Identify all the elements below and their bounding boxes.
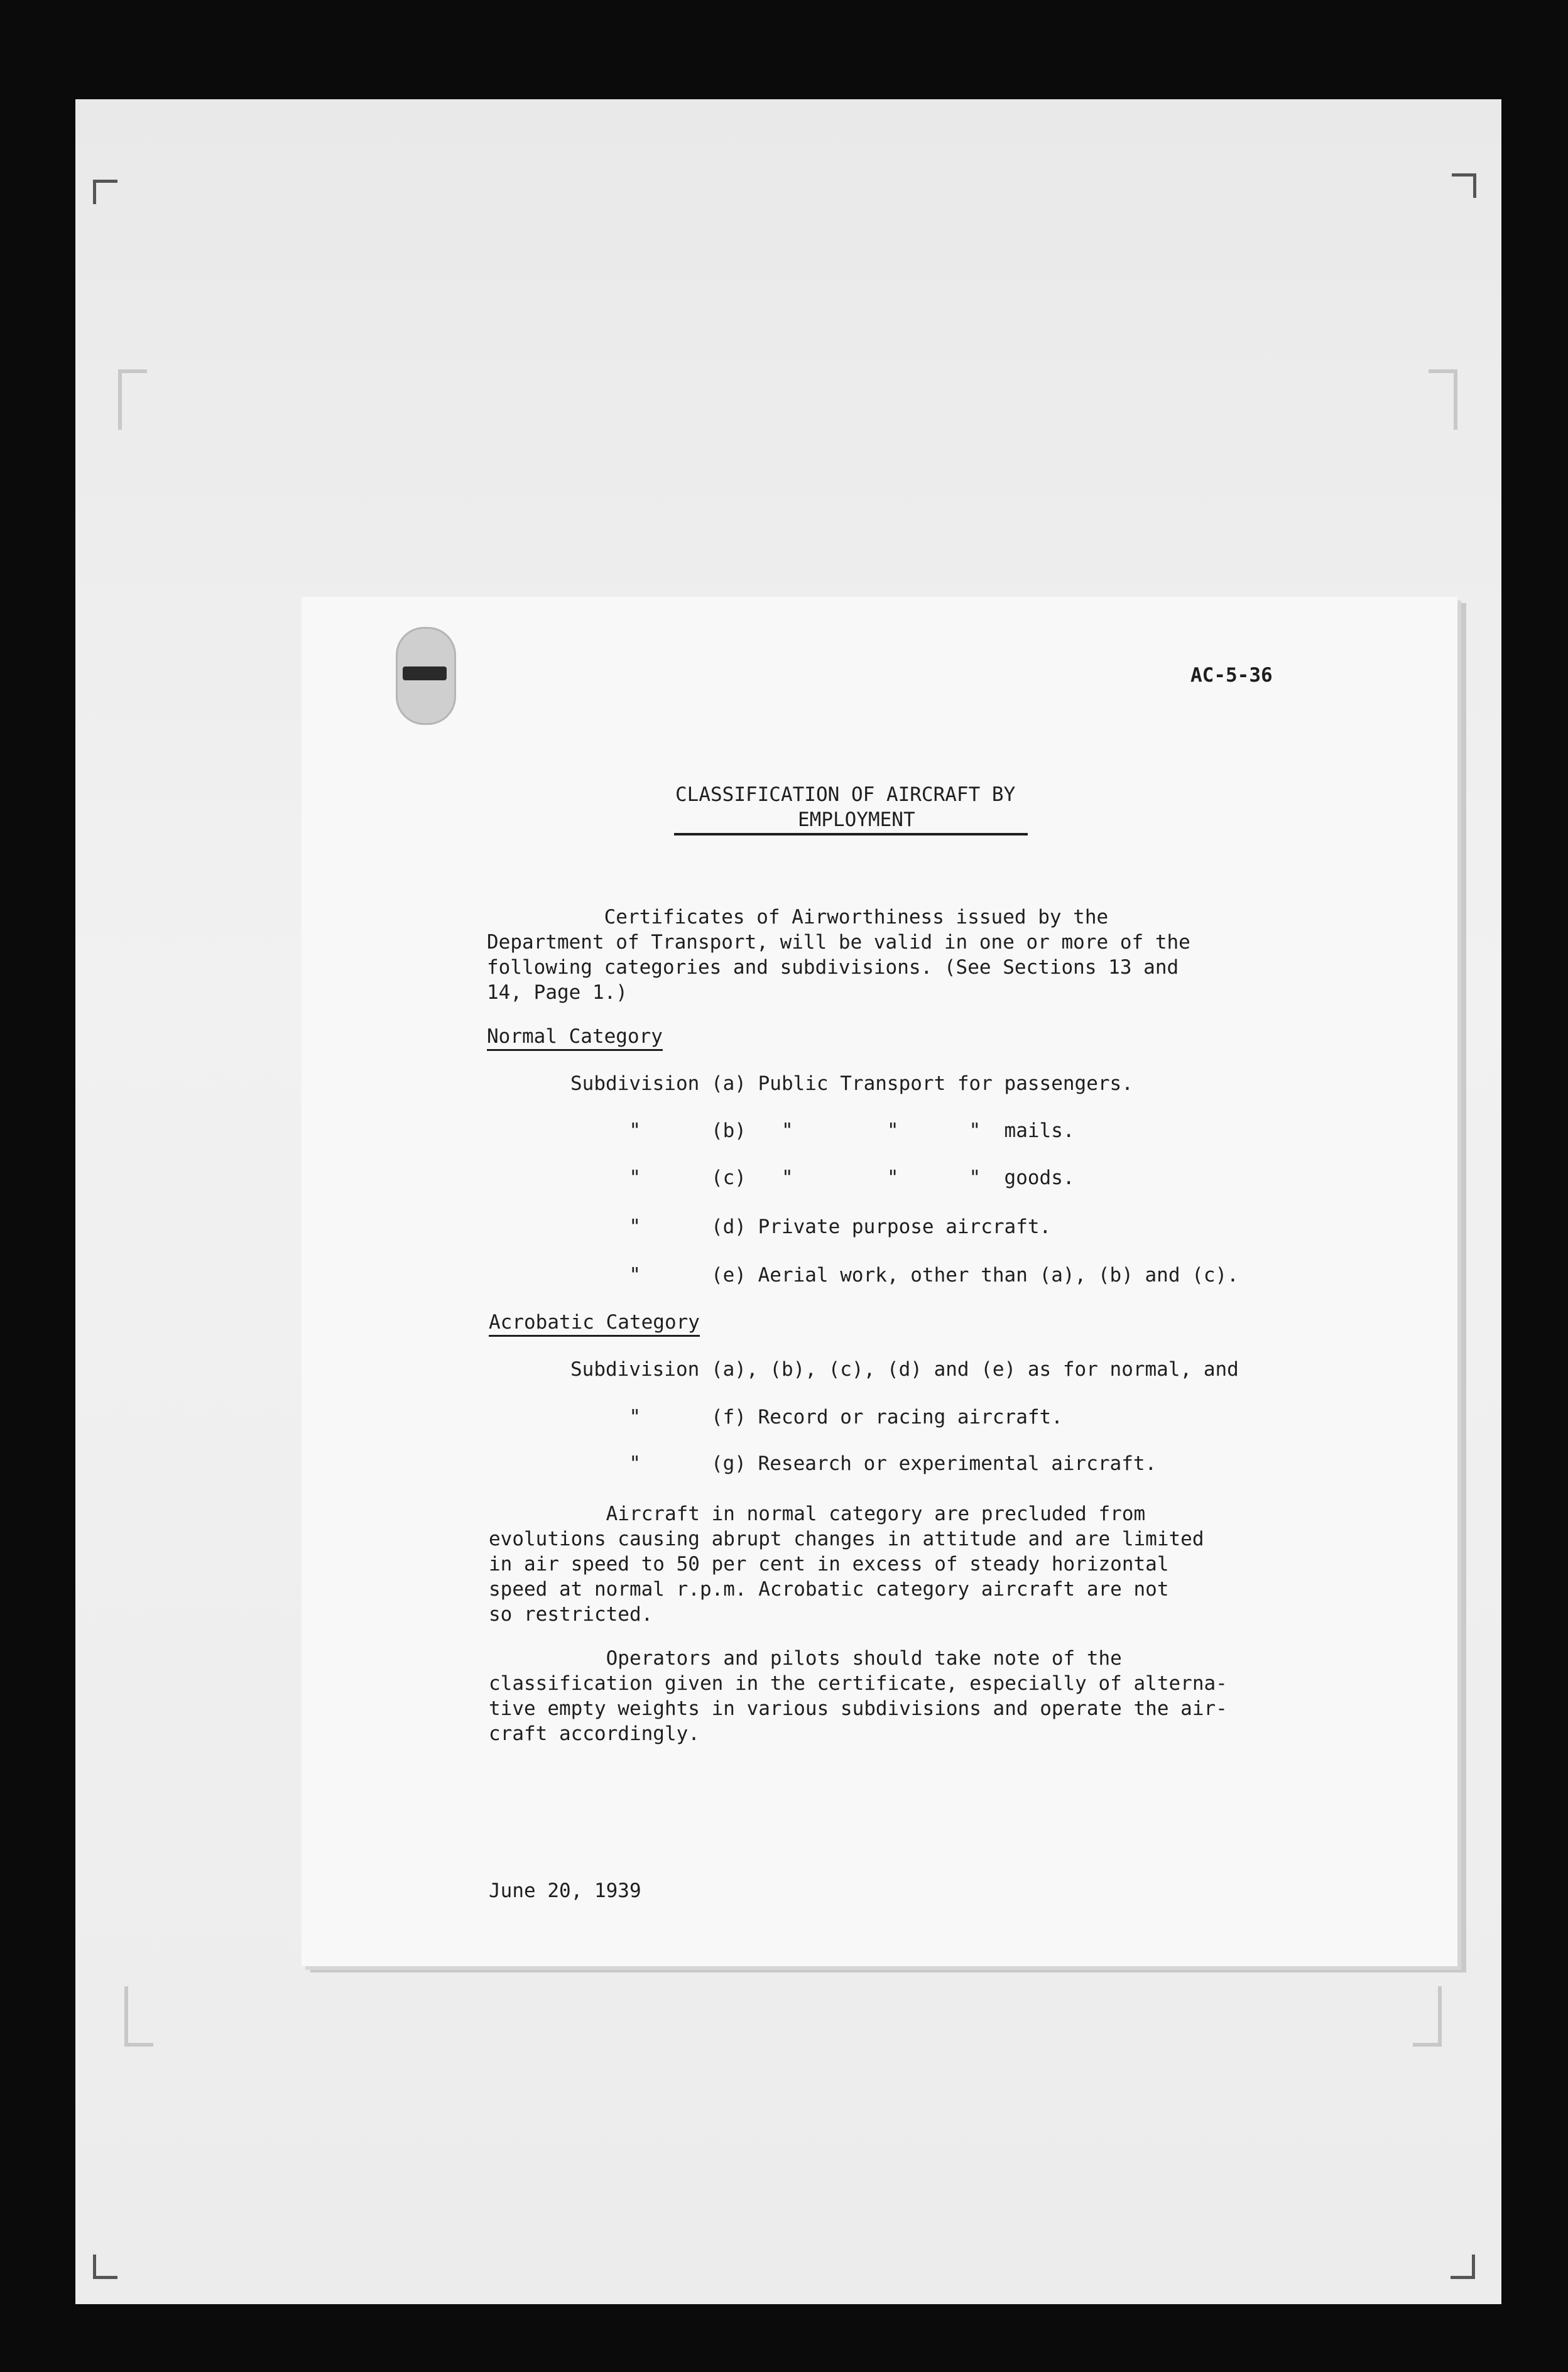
intro-paragraph: Certificates of Airworthiness issued by the Department of Transport, will be valid in one or more of the following categories and subdivisions. (See Sections 13 and 14, Page 1.) (487, 906, 1190, 1004)
punch-hole (396, 627, 456, 725)
normal-subdivision-d: " (d) Private purpose aircraft. (570, 1216, 1052, 1238)
crop-mark-top-right (1452, 173, 1476, 198)
document-date: June 20, 1939 (489, 1880, 641, 1902)
faint-frame-top-left (118, 369, 147, 430)
title-underline (674, 833, 1028, 835)
acrobatic-subdivisions-a-e: Subdivision (a), (b), (c), (d) and (e) as for normal, and (570, 1358, 1239, 1381)
normal-subdivision-e: " (e) Aerial work, other than (a), (b) and (c). (570, 1264, 1239, 1287)
acrobatic-subdivision-f: " (f) Record or racing aircraft. (570, 1406, 1063, 1428)
faint-frame-bottom-right (1413, 1986, 1442, 2047)
document-title-line1: CLASSIFICATION OF AIRCRAFT BY (675, 783, 1016, 806)
faint-frame-bottom-left (124, 1986, 153, 2047)
acrobatic-subdivision-g: " (g) Research or experimental aircraft. (570, 1452, 1157, 1475)
typed-document-page (302, 597, 1457, 1966)
crop-mark-top-left (93, 180, 117, 204)
restrictions-paragraph: Aircraft in normal category are precluded from evolutions causing abrupt changes in attitude and are limited in air speed to 50 per cent in excess of steady horizontal speed at normal r.p.m. Acrobatic category aircraft are not so restricted. (489, 1503, 1204, 1626)
operators-paragraph: Operators and pilots should take note of the classification given in the certificate, especially of alterna- tive empty weights in various subdivisions and operate the air- craft accordingly. (489, 1647, 1228, 1745)
faint-frame-top-right (1429, 369, 1457, 430)
normal-category-heading: Normal Category (487, 1024, 663, 1051)
normal-subdivision-b: " (b) " " " mails. (570, 1119, 1075, 1142)
document-reference: AC-5-36 (1190, 664, 1273, 687)
normal-subdivision-a: Subdivision (a) Public Transport for passengers. (570, 1072, 1133, 1095)
acrobatic-category-heading: Acrobatic Category (489, 1310, 700, 1337)
crop-mark-bottom-left (93, 2255, 117, 2279)
crop-mark-bottom-right (1451, 2255, 1475, 2279)
document-title-line2: EMPLOYMENT (798, 808, 915, 831)
normal-subdivision-c: " (c) " " " goods. (570, 1167, 1075, 1189)
